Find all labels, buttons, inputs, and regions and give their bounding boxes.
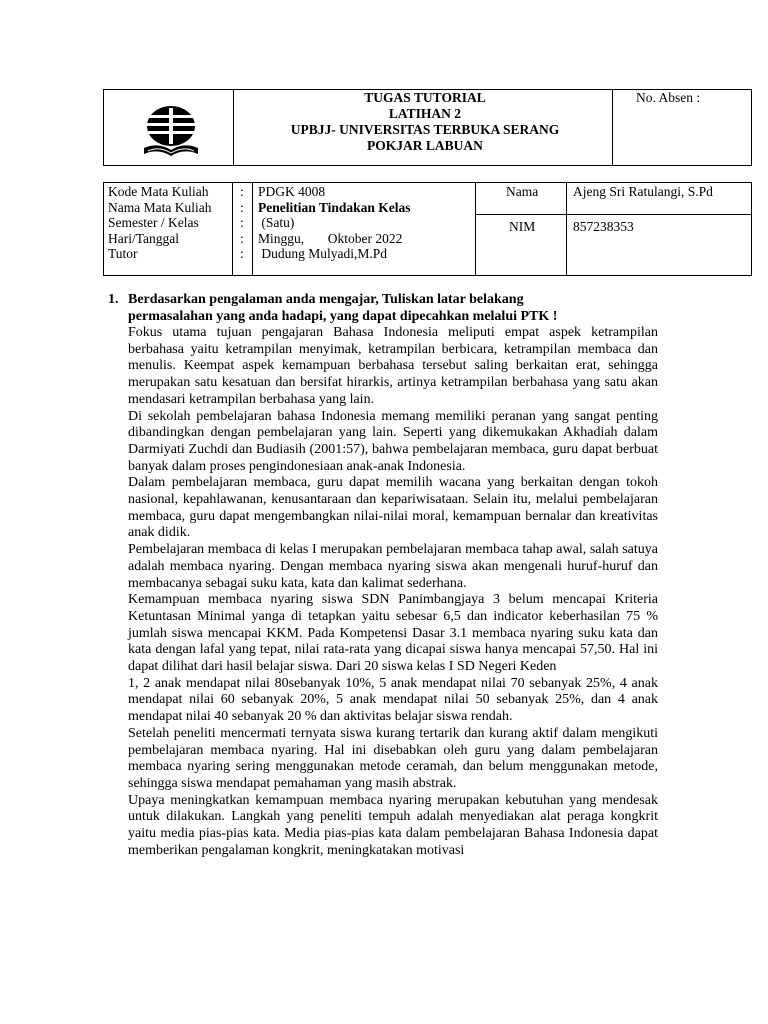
info-colon: :	[240, 199, 244, 215]
header-title	[235, 90, 615, 154]
paragraph: Fokus utama tujuan pengajaran Bahasa Indonesia meliputi empat aspek ketrampilan berbahasa yaitu ketrampilan menyimak, ketrampilan berbicara, ketrampilan membaca dan menulis. Keempat aspek kemampuan berbahasa tersebut saling berkaitan erat, sehingga merupakan satu kesatuan dan bersifat hirarkis, artinya ketrampilan berbahasa yang satu akan mendasari ketrampilan berbahasa yang lain.	[128, 325, 658, 407]
info-divider-2	[252, 182, 253, 276]
paragraph: Pembelajaran membaca di kelas I merupakan pembelajaran membaca tahap awal, salah satuya adalah membaca nyaring. Dengan membaca nyaring siswa akan mengenali huruf-huruf dan membacanya sebagai suku kata, kata dan kalimat sederhana.	[128, 542, 658, 591]
info-colon: :	[240, 215, 244, 230]
paragraph: Upaya meningkatkan kemampuan membaca nyaring merupakan kebutuhan yang mendesak untuk dilakukan. Langkah yang peneliti tempuh adalah menyediakan alat peraga kongkrit yaitu media pias-pias kata. Media pias-pias kata dalam pembelajaran Bahasa Indonesia dapat memberikan pengalaman kongkrit, meningkatakan motivasi	[128, 792, 658, 858]
info-divider-3	[475, 182, 476, 276]
tutor-name: Dudung Mulyadi,M.Pd	[258, 246, 388, 261]
nama-value: Ajeng Sri Ratulangi, S.Pd	[573, 184, 713, 199]
course-code: PDGK 4008	[258, 184, 326, 199]
question-line: permasalahan yang anda hadapi, yang dapat dipecahkan melalui PTK !	[128, 308, 558, 324]
header-title-line: POKJAR LABUAN	[367, 138, 483, 153]
course-name: Penelitian Tindakan Kelas	[258, 199, 411, 215]
info-row-divider	[475, 214, 752, 215]
header-divider-left	[233, 89, 234, 166]
semester: (Satu)	[258, 215, 295, 230]
info-colon: :	[240, 230, 244, 246]
paragraph: Setelah peneliti mencermati ternyata siswa kurang tertarik dan kurang aktif dalam mengikuti pembelajaran membaca nyaring. Hal ini disebabkan oleh guru yang dalam pembelajaran membaca nyaring sering menggunakan metode ceramah, dan belum menggunakan metode, sehingga siswa mendapat pemahaman yang masih abstrak.	[128, 725, 658, 791]
question-text	[128, 292, 648, 325]
paragraph: Dalam pembelajaran membaca, guru dapat memilih wacana yang berkaitan dengan tokoh nasional, kepahlawanan, kenusantaraan dan kepariwisataan. Selain itu, melalui pembelajaran membaca, guru dapat mengembangkan nilai-nilai moral, kemampuan bernalar dan kreativitas anak didik.	[128, 475, 658, 541]
answer-body	[128, 325, 658, 860]
header-title-line: UPBJJ- UNIVERSITAS TERBUKA SERANG	[290, 122, 560, 137]
nim-value: 857238353	[573, 219, 634, 234]
info-label: Nama Mata Kuliah	[108, 199, 212, 215]
info-divider-4	[566, 182, 567, 276]
info-label: Semester / Kelas	[108, 215, 199, 230]
info-colons	[240, 184, 244, 262]
header-title-line: TUGAS TUTORIAL	[364, 90, 486, 105]
info-values	[258, 184, 411, 262]
open-book-globe-logo-icon	[138, 102, 204, 162]
info-colon: :	[240, 246, 244, 261]
header-title-line: LATIHAN 2	[388, 106, 462, 121]
info-labels	[108, 184, 211, 262]
info-label: Kode Mata Kuliah	[108, 184, 209, 199]
absen-label: No. Absen :	[636, 90, 701, 105]
info-label: Hari/Tanggal	[108, 230, 180, 246]
info-label: Tutor	[108, 246, 138, 261]
day-date: Minggu, Oktober 2022	[258, 230, 403, 246]
info-colon: :	[240, 184, 244, 199]
paragraph: Kemampuan membaca nyaring siswa SDN Panimbangjaya 3 belum mencapai Kriteria Ketuntasan Minimal yanga di tetapkan yaitu sebesar 6,5 dan indicator keberhasilan 75 % jumlah siswa mencapai KKM. Pada Kompetensi Dasar 3.1 membaca nyaring suku kata dan kata dengan lafal yang tepat, nilai rata-rata yang dicapai siswa hanya mencapai 57,50. Hal ini dapat dilihat dari hasil belajar siswa. Dari 20 siswa kelas I SD Negeri Keden	[128, 592, 658, 675]
question-number: 1.	[108, 292, 119, 307]
question-line: Berdasarkan pengalaman anda mengajar, Tuliskan latar belakang	[128, 292, 524, 307]
nama-label: Nama	[506, 184, 539, 199]
info-divider-1	[232, 182, 233, 276]
paragraph: 1, 2 anak mendapat nilai 80sebanyak 10%, 5 anak mendapat nilai 70 sebanyak 25%, 4 anak mendapat nilai 60 sebanyak 20%, 5 anak mendapat nilai 50 sebanyak 25%, dan 4 anak mendapat nilai 40 sebanyak 20 % dan aktivitas belajar siswa rendah.	[128, 675, 658, 725]
nim-label: NIM	[509, 219, 536, 234]
paragraph: Di sekolah pembelajaran bahasa Indonesia memang memiliki peranan yang sangat penting dibandingkan dengan pembelajaran yang lain. Seperti yang dikemukakan Akhadiah dalam Darmiyati Zuchdi dan Budiasih (2001:57), bahwa pembelajaran membaca, guru dapat berbuat banyak dalam proses pengindonesiaan anak-anak Indonesia.	[128, 408, 658, 474]
